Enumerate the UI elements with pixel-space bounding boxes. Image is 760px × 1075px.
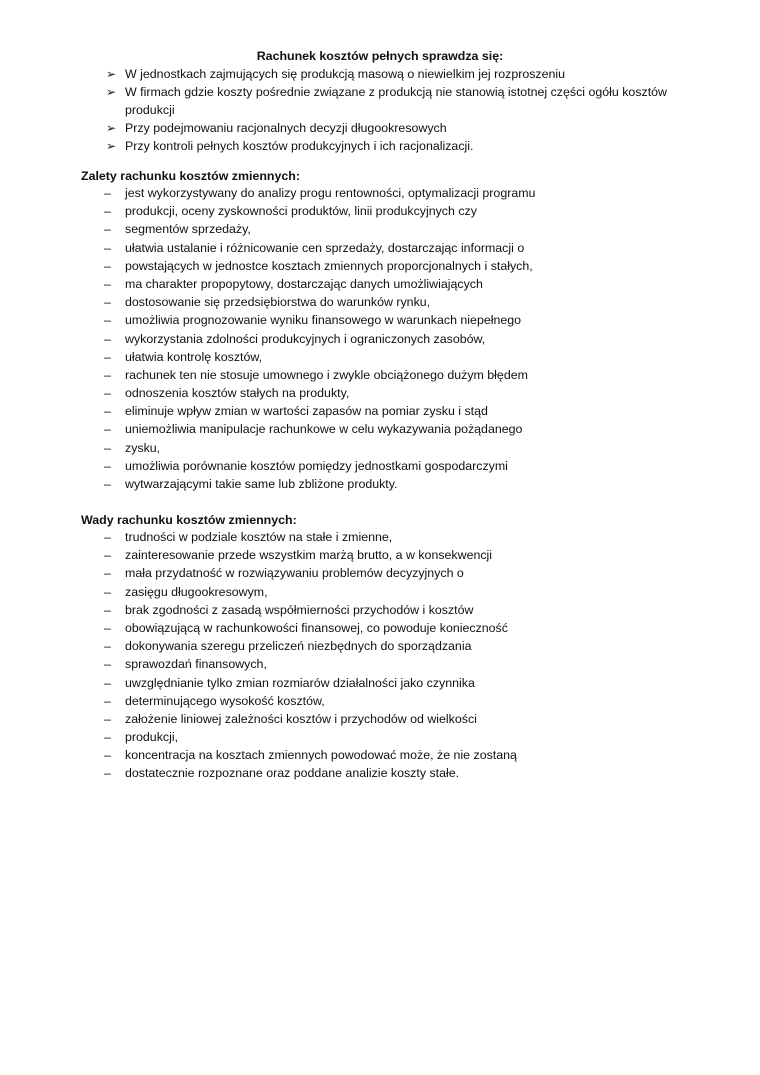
dash-bullet-icon: –: [104, 748, 111, 763]
dash-bullet-icon: –: [104, 331, 111, 346]
dash-bullet-icon: –: [104, 530, 111, 544]
list-item: – zainteresowanie przede wszystkim marżą brutto, a w konsekwencji: [104, 548, 493, 563]
dash-bullet-icon: –: [104, 204, 111, 219]
list-item: – uniemożliwia manipulacje rachunkowe w celu wykazywania pożądanego: [104, 422, 523, 437]
full-cost-list: [0, 65, 760, 155]
dash-bullet-icon: –: [104, 620, 111, 635]
dash-bullet-icon: –: [104, 584, 111, 599]
list-item: – dostatecznie rozpoznane oraz poddane analizie koszty stałe.: [104, 766, 460, 781]
dash-bullet-icon: –: [104, 313, 111, 328]
list-item: – mała przydatność w rozwiązywaniu problemów decyzyjnych o: [104, 566, 464, 581]
list-item: – produkcji, oceny zyskowności produktów, linii produkcyjnych czy: [104, 204, 477, 219]
list-item: ➢ W jednostkach zajmujących się produkcją masową o niewielkim jej rozproszeniu: [106, 67, 566, 81]
list-item: – dokonywania szeregu przeliczeń niezbędnych do sporządzania: [104, 639, 472, 654]
dash-bullet-icon: –: [104, 222, 111, 237]
list-item: – wykorzystania zdolności produkcyjnych i ograniczonych zasobów,: [104, 331, 486, 346]
dash-bullet-icon: –: [104, 657, 111, 672]
dash-bullet-icon: –: [104, 602, 111, 617]
list-item: – segmentów sprzedaży,: [104, 222, 251, 237]
list-item: – dostosowanie się przedsiębiorstwa do warunków rynku,: [104, 295, 431, 310]
arrow-bullet-icon: ➢: [106, 67, 117, 81]
list-item: – ma charakter propopytowy, dostarczając danych umożliwiających: [104, 276, 483, 291]
list-item: – trudności w podziale kosztów na stałe i zmienne,: [104, 530, 393, 544]
list-item: – zysku,: [104, 440, 161, 455]
dash-bullet-icon: –: [104, 258, 111, 273]
arrow-bullet-icon: ➢: [106, 121, 117, 135]
list-item: – uwzględnianie tylko zmian rozmiarów działalności jako czynnika: [104, 675, 475, 690]
dash-bullet-icon: –: [104, 440, 111, 455]
list-item: – ułatwia ustalanie i różnicowanie cen sprzedaży, dostarczając informacji o: [104, 240, 525, 255]
list-item: – obowiązującą w rachunkowości finansowej, co powoduje konieczność: [104, 620, 508, 635]
advantages-heading: Zalety rachunku kosztów zmiennych:: [81, 169, 300, 183]
dash-bullet-icon: –: [104, 711, 111, 726]
dash-bullet-icon: –: [104, 404, 111, 419]
dash-bullet-icon: –: [104, 730, 111, 745]
document-title: Rachunek kosztów pełnych sprawdza się:: [256, 49, 504, 63]
list-item: – zasięgu długookresowym,: [104, 584, 268, 599]
disadvantages-list: [0, 528, 760, 783]
list-item: – jest wykorzystywany do analizy progu rentowności, optymalizacji programu: [104, 186, 536, 200]
dash-bullet-icon: –: [104, 422, 111, 437]
dash-bullet-icon: –: [104, 386, 111, 401]
dash-bullet-icon: –: [104, 349, 111, 364]
list-item-continuation: produkcji: [125, 103, 175, 117]
list-item: – założenie liniowej zależności kosztów i przychodów od wielkości: [104, 711, 477, 726]
dash-bullet-icon: –: [104, 367, 111, 382]
dash-bullet-icon: –: [104, 566, 111, 581]
advantages-list: [0, 184, 760, 493]
list-item: ➢ Przy podejmowaniu racjonalnych decyzji długookresowych: [106, 121, 447, 135]
dash-bullet-icon: –: [104, 675, 111, 690]
disadvantages-heading: Wady rachunku kosztów zmiennych:: [81, 513, 297, 527]
dash-bullet-icon: –: [104, 639, 111, 654]
list-item: – ułatwia kontrolę kosztów,: [104, 349, 263, 364]
list-item: – determinującego wysokość kosztów,: [104, 693, 325, 708]
dash-bullet-icon: –: [104, 693, 111, 708]
arrow-bullet-icon: ➢: [106, 139, 117, 153]
list-item: – brak zgodności z zasadą współmierności przychodów i kosztów: [104, 602, 474, 617]
list-item: – powstających w jednostce kosztach zmiennych proporcjonalnych i stałych,: [104, 258, 533, 273]
list-item: – eliminuje wpływ zmian w wartości zapasów na pomiar zysku i stąd: [104, 404, 488, 419]
dash-bullet-icon: –: [104, 477, 111, 491]
dash-bullet-icon: –: [104, 240, 111, 255]
list-item: – sprawozdań finansowych,: [104, 657, 267, 672]
list-item: – wytwarzającymi takie same lub zbliżone produkty.: [104, 477, 398, 491]
dash-bullet-icon: –: [104, 276, 111, 291]
list-item: ➢ Przy kontroli pełnych kosztów produkcyjnych i ich racjonalizacji.: [106, 139, 474, 153]
dash-bullet-icon: –: [104, 295, 111, 310]
list-item: ➢ W firmach gdzie koszty pośrednie związane z produkcją nie stanowią istotnej części ogółu kosztów: [106, 85, 667, 99]
list-item: – produkcji,: [104, 730, 179, 745]
list-item: – rachunek ten nie stosuje umownego i zwykle obciążonego dużym błędem: [104, 367, 528, 382]
dash-bullet-icon: –: [104, 458, 111, 473]
dash-bullet-icon: –: [104, 766, 111, 781]
arrow-bullet-icon: ➢: [106, 85, 117, 99]
list-item: – umożliwia prognozowanie wyniku finansowego w warunkach niepełnego: [104, 313, 522, 328]
list-item: – umożliwia porównanie kosztów pomiędzy jednostkami gospodarczymi: [104, 458, 508, 473]
dash-bullet-icon: –: [104, 548, 111, 563]
dash-bullet-icon: –: [104, 186, 111, 200]
list-item: – odnoszenia kosztów stałych na produkty,: [104, 386, 350, 401]
list-item: – koncentracja na kosztach zmiennych powodować może, że nie zostaną: [104, 748, 517, 763]
